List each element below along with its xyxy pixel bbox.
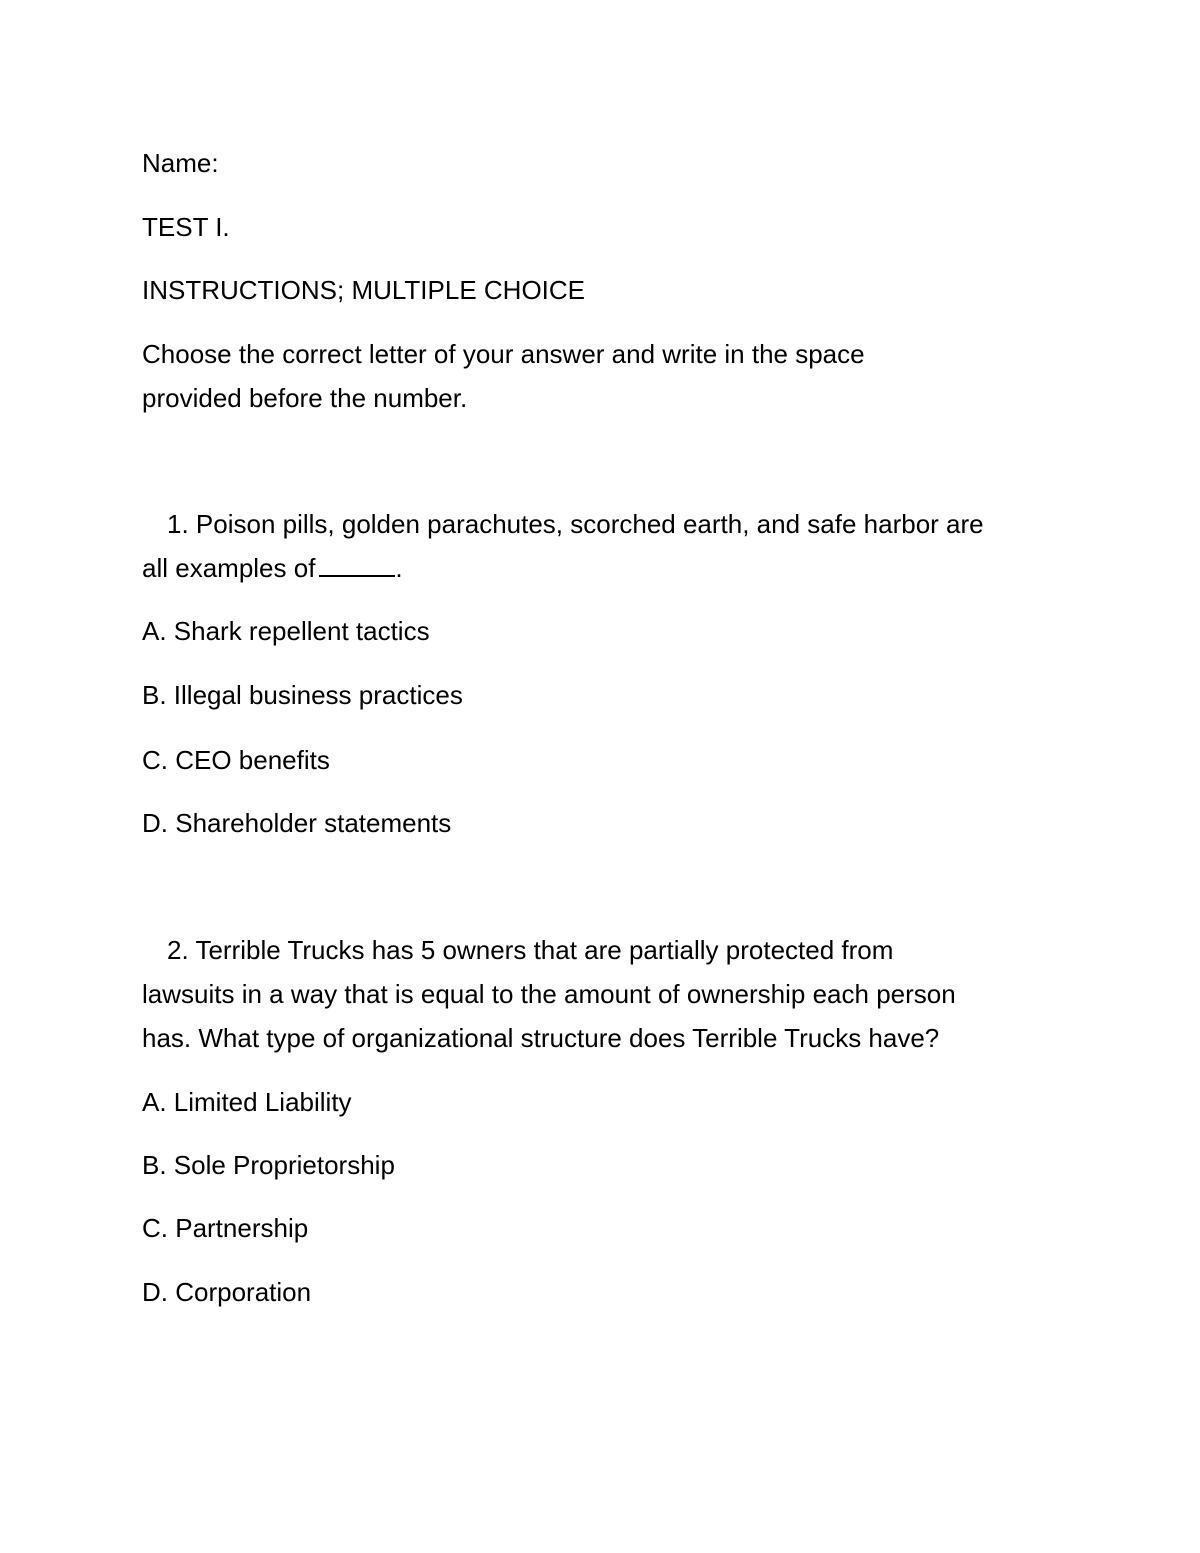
question-2-option-d: D. Corporation [142,1277,312,1307]
question-2-option-b: B. Sole Proprietorship [142,1150,395,1180]
question-1-line-2 [142,546,403,590]
question-2-line-1: 2. Terrible Trucks has 5 owners that are partially protected from [167,935,894,965]
instructions-heading: INSTRUCTIONS; MULTIPLE CHOICE [142,275,586,305]
name-label: Name: [142,148,219,178]
test-label: TEST I. [142,212,230,242]
question-1-line-2-end: . [395,553,403,583]
instructions-text-line-2: provided before the number. [142,383,468,413]
question-2-option-c: C. Partnership [142,1213,309,1243]
question-2-line-3: has. What type of organizational structure does Terrible Trucks have? [142,1023,940,1053]
question-1-line-1: 1. Poison pills, golden parachutes, scorched earth, and safe harbor are [167,509,984,539]
question-2-option-a: A. Limited Liability [142,1087,352,1117]
question-1-option-b: B. Illegal business practices [142,680,463,710]
question-1-option-a: A. Shark repellent tactics [142,616,430,646]
question-2-line-2: lawsuits in a way that is equal to the amount of ownership each person [142,979,956,1009]
answer-blank [319,574,395,577]
question-1-option-c: C. CEO benefits [142,745,330,775]
question-1-option-d: D. Shareholder statements [142,808,452,838]
question-1-line-2-text: all examples of [142,553,316,583]
instructions-text-line-1: Choose the correct letter of your answer and write in the space [142,339,865,369]
